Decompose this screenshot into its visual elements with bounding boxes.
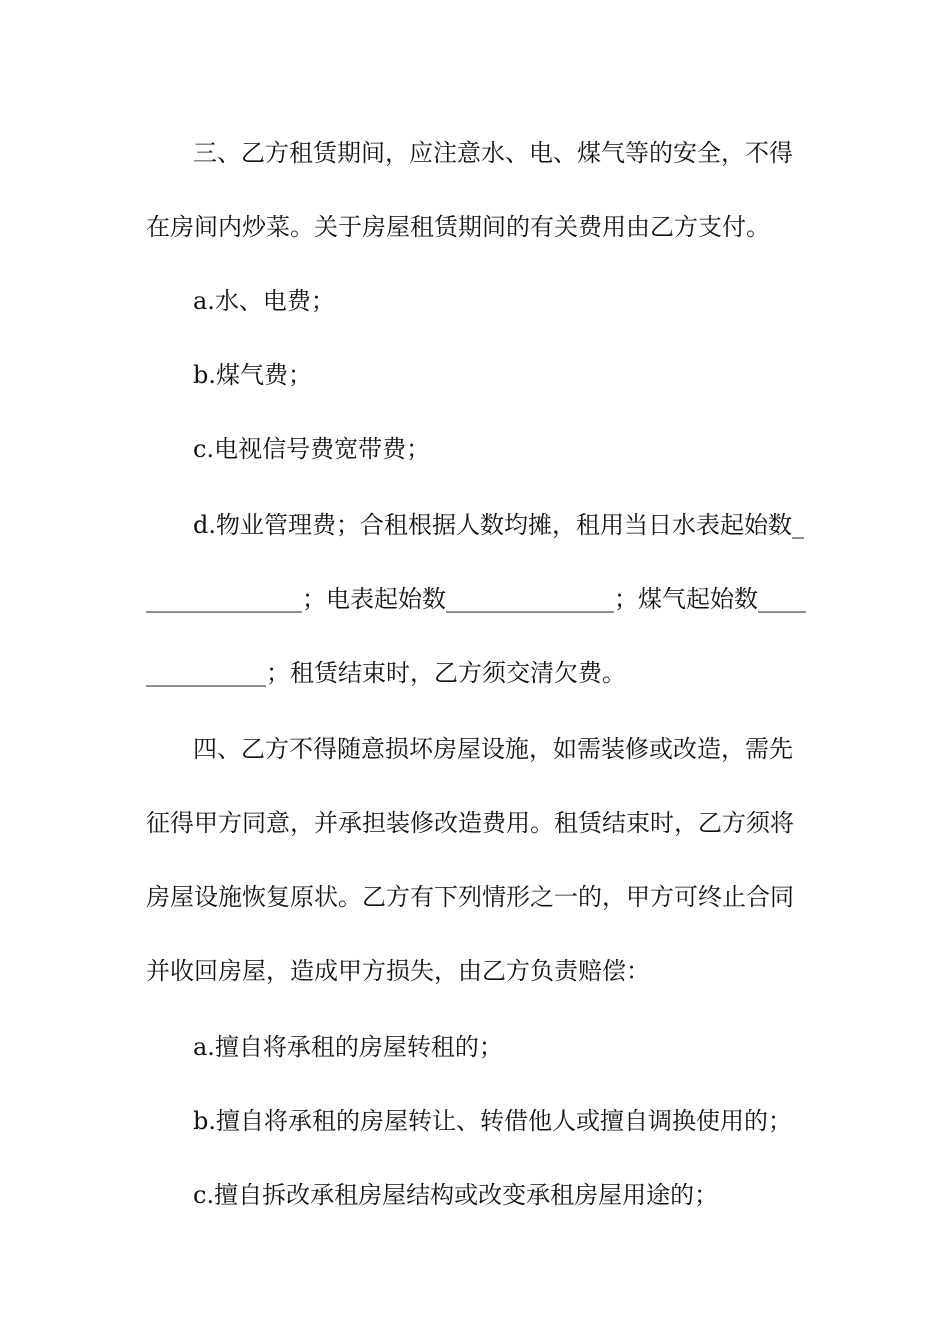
termination-item-b: b.擅自将承租的房屋转让、转借他人或擅自调换使用的；: [193, 1107, 792, 1135]
fee-item-a: a.水、电费；: [193, 287, 335, 315]
termination-item-a: a.擅自将承租的房屋转租的；: [193, 1033, 503, 1061]
fee-item-d-line-3: __________；租赁结束时，乙方须交清欠费。: [146, 659, 626, 687]
termination-item-c: c.擅自拆改承租房屋结构或改变承租房屋用途的；: [193, 1181, 719, 1209]
section-four-line-4: 并收回房屋，造成甲方损失，由乙方负责赔偿：: [146, 957, 650, 985]
fee-item-d-line-1: d.物业管理费；合租根据人数均摊，租用当日水表起始数_: [193, 511, 804, 539]
section-three-line-1: 三、乙方租赁期间，应注意水、电、煤气等的安全，不得: [193, 139, 793, 167]
fee-item-d-line-2: _____________；电表起始数______________；煤气起始数____: [146, 585, 806, 613]
section-three-line-2: 在房间内炒菜。关于房屋租赁期间的有关费用由乙方支付。: [146, 213, 770, 241]
section-four-line-3: 房屋设施恢复原状。乙方有下列情形之一的，甲方可终止合同: [146, 883, 794, 911]
section-four-line-2: 征得甲方同意，并承担装修改造费用。租赁结束时，乙方须将: [146, 809, 794, 837]
fee-item-b: b.煤气费；: [193, 361, 312, 389]
fee-item-c: c.电视信号费宽带费；: [193, 435, 431, 463]
section-four-line-1: 四、乙方不得随意损坏房屋设施，如需装修或改造，需先: [193, 735, 793, 763]
